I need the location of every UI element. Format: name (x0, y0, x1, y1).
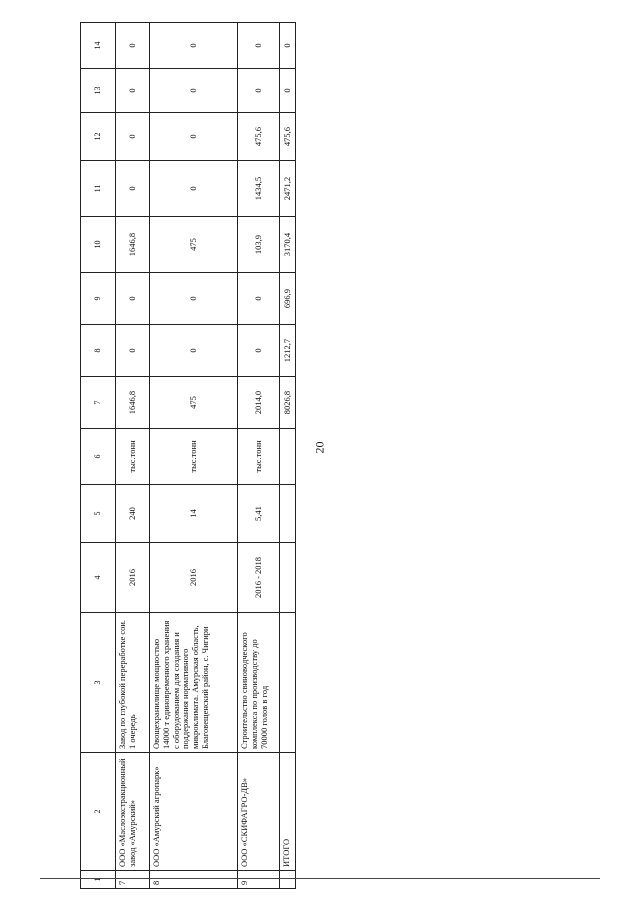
value-cell: 1434,5 (238, 161, 280, 217)
total-value: 475,6 (280, 113, 296, 161)
empty-cell (280, 543, 296, 613)
total-row (280, 23, 296, 889)
header-cell: 13 (81, 69, 116, 113)
investment-projects-table (80, 22, 296, 889)
header-cell: 5 (81, 485, 116, 543)
organization-cell: ООО «Амурский агропарк» (150, 753, 238, 871)
value-cell: 0 (238, 325, 280, 377)
value-cell: 0 (238, 69, 280, 113)
value-cell: 475,6 (238, 113, 280, 161)
capacity-cell: 5,41 (238, 485, 280, 543)
period-cell: 2016 - 2018 (238, 543, 280, 613)
unit-cell: тыс.тонн (238, 429, 280, 485)
value-cell: 1646,8 (116, 377, 150, 429)
empty-cell (280, 485, 296, 543)
header-cell: 7 (81, 377, 116, 429)
row-number: 7 (116, 871, 150, 889)
value-cell: 2014,0 (238, 377, 280, 429)
value-cell: 1646,8 (116, 217, 150, 273)
value-cell: 0 (150, 161, 238, 217)
header-cell: 2 (81, 753, 116, 871)
header-cell: 1 (81, 871, 116, 889)
value-cell: 0 (116, 69, 150, 113)
header-row (81, 23, 116, 889)
value-cell: 0 (150, 273, 238, 325)
row-number (280, 871, 296, 889)
header-cell: 3 (81, 613, 116, 753)
row-number: 9 (238, 871, 280, 889)
rotated-table-container (80, 23, 296, 889)
period-cell: 2016 (116, 543, 150, 613)
total-value: 0 (280, 69, 296, 113)
header-cell: 6 (81, 429, 116, 485)
period-cell: 2016 (150, 543, 238, 613)
total-value: 696,9 (280, 273, 296, 325)
value-cell: 475 (150, 377, 238, 429)
header-cell: 12 (81, 113, 116, 161)
value-cell: 0 (116, 23, 150, 69)
total-value: 2471,2 (280, 161, 296, 217)
total-value: 1212,7 (280, 325, 296, 377)
value-cell: 0 (116, 113, 150, 161)
value-cell: 0 (116, 161, 150, 217)
value-cell: 0 (150, 23, 238, 69)
header-cell: 4 (81, 543, 116, 613)
capacity-cell: 240 (116, 485, 150, 543)
organization-cell: ООО «Маслоэкстракционный завод «Амурский» (116, 753, 150, 871)
value-cell: 475 (150, 217, 238, 273)
table-row (116, 23, 150, 889)
header-cell: 14 (81, 23, 116, 69)
table-row (150, 23, 238, 889)
header-cell: 11 (81, 161, 116, 217)
total-value: 0 (280, 23, 296, 69)
total-value: 3170,4 (280, 217, 296, 273)
table-row (238, 23, 280, 889)
organization-cell: ООО «СКИФАГРО-ДВ» (238, 753, 280, 871)
empty-cell (280, 613, 296, 753)
project-cell: Завод по глубокой переработке сои. 1 очередь (116, 613, 150, 753)
row-number: 8 (150, 871, 238, 889)
page-bottom-line (40, 878, 600, 879)
total-value: 8026,8 (280, 377, 296, 429)
header-cell: 9 (81, 273, 116, 325)
value-cell: 0 (150, 113, 238, 161)
empty-cell (280, 429, 296, 485)
project-cell: Овощехранилище мощностью 14000 т единовременного хранения с оборудованием для создания и поддержания нормативного микроклимата. Амурская область, Благовещенский район, с. Чигири (150, 613, 238, 753)
header-cell: 8 (81, 325, 116, 377)
page-number: 20 (312, 441, 327, 454)
value-cell: 0 (150, 325, 238, 377)
value-cell: 0 (116, 325, 150, 377)
value-cell: 0 (150, 69, 238, 113)
unit-cell: тыс.тонн (150, 429, 238, 485)
total-label: ИТОГО (280, 753, 296, 871)
capacity-cell: 14 (150, 485, 238, 543)
value-cell: 0 (238, 23, 280, 69)
unit-cell: тыс.тонн (116, 429, 150, 485)
value-cell: 103,9 (238, 217, 280, 273)
header-cell: 10 (81, 217, 116, 273)
value-cell: 0 (116, 273, 150, 325)
value-cell: 0 (238, 273, 280, 325)
project-cell: Строительство свиноводческого комплекса по производству до 70000 голов в год (238, 613, 280, 753)
